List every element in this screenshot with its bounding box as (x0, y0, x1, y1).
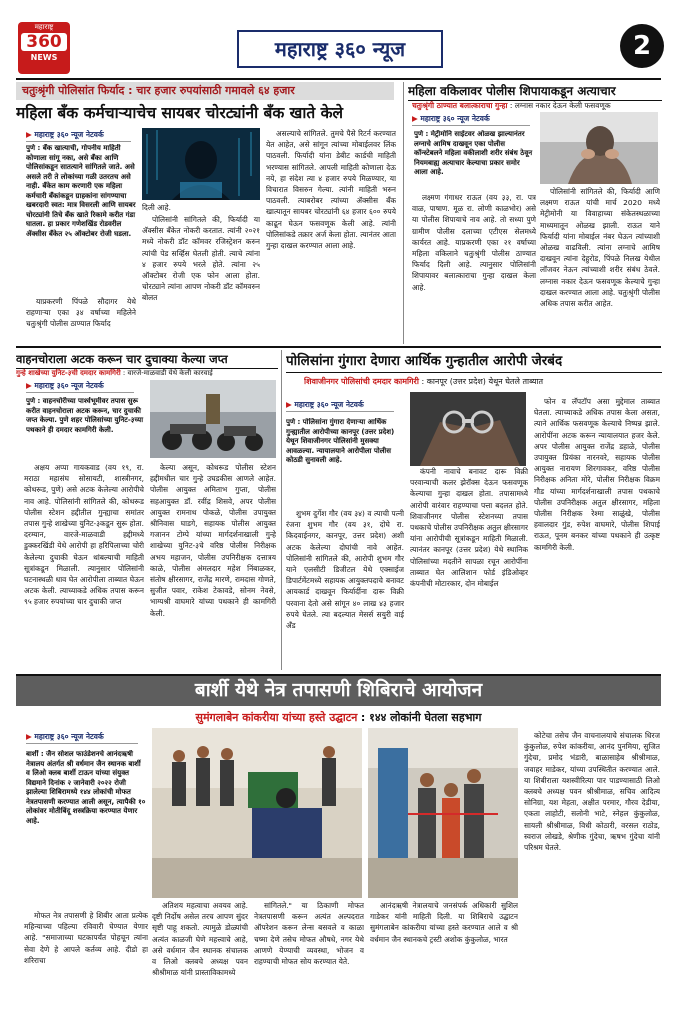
story5-subhead (16, 710, 661, 725)
story2-subhead (412, 101, 662, 111)
story5-col1-body: मोफत नेत्र तपासणी हे शिबीर आता प्रत्येक महिन्याच्या पहिल्या रविवारी घेण्यात येणार आहे. "समाजाच्या घटकापर्यंत पोहचून त्यांना सेवा देणे हे आपले कर्तव्य आहे. दीडो हा शरिराचा (24, 911, 148, 965)
story3-byline: ▶ महाराष्ट्र ३६० न्यूज नेटवर्क (26, 381, 134, 393)
story1-col3-body: असल्याचे सांगितले. तुमचे पैसे रिटर्न करण्यात येत आहेत, असे सांगून त्यांच्या मोबाईलवर लिंक पाठवली. फिर्यादी यांना डेबीट कार्डची माहिती भरण्यास सांगितले. आपली माहिती कोणाला देऊ नये, हा संदेश त्या ४ हजार रुपये मिळण्यार, या विचारात विसरुन गेल्या. त्यांनी माहिती भरुन पाठवली. त्याबरोबर त्यांच्या ॲक्सीस बँक खात्यातून सायबर चोरट्यांनी ६४ हजार ६०० रुपये काढून घेऊन फसवणूक केली आहे. त्यांनी पोलिसांकडे तक्रार अर्ज केला होता. त्यानंतर आता गुन्हा दाखल करण्यात आला आहे. (266, 129, 396, 251)
story2-woman-image (540, 112, 658, 184)
story5-summary: बार्शी : जैन सोशल फाउंडेशनचे आनंदऋषी नेत्रालय अंतर्गत श्री वर्धमान जैन स्थानक बार्शी व लिओ क्लब बार्शी टाऊन यांच्या संयुक्त विद्यमाने दिनांक २ जानेवारी २०२२ रोजी झालेल्या शिबिरामध्ये १४४ लोकांची मोफत नेत्रतपासणी करण्यात आली असून, त्यापैकी १० लोकांवर मोतीबिंदू शस्त्रक्रिया करण्यात येणार आहे. (26, 750, 146, 825)
story4-headline: पोलिसांना गुंगारा देणारा आर्थिक गुन्हातील आरोपी जेरबंद (286, 350, 662, 373)
story5-col2-body: अतिशय महत्वाचा अवयव आहे. दृष्टी निर्दोष असेल तरच आपण सुंदर सृष्टी पाहू शकतो. त्यामुळे डोळ्यांची अत्यंत काळजी घेणे महत्त्वाचे आहे, असे वर्धमान जैन स्थानक संचालक व लिओ क्लबचे अध्यक्ष पवन श्रीश्रीमाळ यांनी प्रास्ताविकामध्ये (152, 901, 248, 978)
story3-col1-body: अक्षय अप्पा गायकवाड (वय १९, रा. मराठा महासंघ सोसायटी, शास्त्रीनगर, कोथरूड, पुणे) असे अटक केलेल्या आरोपीचे नाव आहे. पोलिसांनी सांगितले की, कोथरूड पोलीस स्टेशन हद्दीतील गुन्ह्याचा समांतर तपास गुन्हे शाखेच्या युनिट-३कडून सुरू होता. दरम्यान, वारजे-माळवाडी हद्दीमध्ये डुक्करखिंडी येथे आरोपी हा हरिपिलाच्या चोरी केलेल्या दुचाकी घेऊन थांबल्याची माहिती सूत्रांकडून मिळाली. त्यानुसार पोलिसांनी घटनास्थळी धाव घेत आरोपीला ताब्यात घेऊन अटक केली. त्याच्याकडे अधिक तपास करून ९५ हजार रुपयांच्या चार दुचाकी जप्त (24, 463, 144, 607)
story1-col2-top: दिली आहे. (142, 203, 171, 212)
story2-sub-red: चतुःश्रृंगी ठाण्यात बलात्काराचा गुन्हा (412, 101, 508, 110)
story2-summary: पुणे : मेट्रीमोनि साईटवर ओळख झाल्यानंतर लग्नाचे आमिष दाखवून एका पोलीस कॉन्स्टेबलने महिला वकीलाशी शरीर संबंध ठेवून नियमबाह्य अत्याचार केल्याचा प्रकार समोर आला आहे. (414, 130, 533, 176)
story2-sub-dark: : लग्नास नकार देऊन केली फसवणूक (509, 101, 611, 110)
story1-headline: महिला बँक कर्मचाऱ्याचेच सायबर चोरट्यांनी बँक खाते केले (16, 104, 344, 122)
masthead-rule (16, 78, 661, 80)
logo-line1: महाराष्ट्र (34, 23, 54, 31)
story2-body-right: पोलिसांनी सांगितले की, फिर्यादी आणि लक्ष्मण राऊत यांची मार्च 2020 मध्ये मेट्रीमोनी या विवाहाच्या संकेतस्थळाच्या माध्यमातून ओळख झाली. राऊत याने फिर्यादी यांना मोबाईल नंबर घेऊन त्यांच्याशी ओळख वाढविली. त्यांना लग्नाचे आमिष दाखवून त्यांना देहुरोड, पिंपळे निलख येथील लॉजवर नेऊन त्यांच्याशी शरीर संबंध ठेवले. लग्नास नकार देऊन फसवणूक केल्याचे गुन्हा दाखल करण्यात आला आहे. चतुःश्रृंगी पोलीस अधिक तपास करीत आहेत. (540, 187, 660, 309)
story5-col5-body: कोटेचा तसेच जैन वाचनालयाचे संचालक धिरज कुंकुलोळ, रुपेश कांकरीया, आनंद पुनमिया, सुजित गुंदेचा, प्रमोद भंडारी, बाळासाहेब श्रीश्रीमाळ, जवाहर माडेकर, यांच्या उपस्थितीत करण्यात आले. या शिबीराला यशस्वीरित्या पार पाडण्यासाठी लिओ क्लबचे अध्यक्ष पवन श्रीश्रीमाळ, सचिव आदित्य सोनिग्रा, यश मेहता, अक्षीत परमार, गौरव देडीया, एकता लाहोटी, सलोनी भाटे, स्नेहल कुंकुलोळ, सायली श्रीश्रीमाळ, विधी कोठारी, वरसल राठोड, स्वराज लोखडे, श्रेणीक गुंदेचा, ऋषभ गुंदेचा यांनी परिश्रम घेतले. (524, 731, 660, 853)
page-number: 2 (620, 24, 664, 68)
story3-col2-body: केल्या असून, कोथरूड पोलीस स्टेशन हद्दीमधील चार गुन्हे उघडकीस आणले आहेत. पोलीस आयुक्त अमिताभ गुप्ता, पोलीस सहआयुक्त डॉ. रवींद्र शिसवे, अपर पोलीस आयुक्त रामनाथ पोकळे, पोलीस उपायुक्त श्रीनिवास घाडगे, सहायक पोलीस आयुक्त गजानन टोम्पे यांच्या मार्गदर्शनाखाली गुन्हे शाखेच्या युनिट-३चे वरिष्ठ पोलीस निरीक्षक अभय महाजन, पोलीस उपनिरीक्षक दत्तात्रय काळे, पोलीस अंमलदार महेश निंबाळकर, संतोष क्षीरसागर, राजेंद्र मारणे, रामदास गोणते, सुजीत पवार, राकेश टेकावडे, सोनम नेवसे, भाग्यश्री वाघमारे यांच्या पथकाने ही कामगिरी केली. (150, 463, 276, 618)
story3-summary: पुणे : वाहनचोरीच्या पार्श्वभूमीवर तपास सुरू करीत वाहनचोराला अटक करून, चार दुचाकी जप्त केल्या. पुणे शहर पोलिसांच्या युनिट-३च्या पथकाने ही दमदार कामगिरी केली. (26, 397, 144, 434)
story1-kicker: चतुःश्रृंगी पोलिसांत फिर्याद : चार हजार रुपयांसाठी गमावले ६४ हजार (16, 82, 394, 100)
logo-line3: NEWS (30, 53, 58, 62)
story2-body-left: लक्ष्मण गंगाधर राऊत (वय ३३, रा. पत्र वाळ, पाषाण. मूळ रा. लोणी काळभोर) असे या पोलीस शिपायाचे नाव आहे. तो सध्या पुणे ग्रामीण पोलीस दलाच्या एटीएस सेलमध्ये कार्यरत आहे. याप्रकरणी एका २१ वर्षाच्या महिला वकिलाने चतुःश्रृंगी पोलीस ठाण्यात फिर्याद दिली आहे. त्यानुसार पोलिसांनी शिपायावर बलात्काराचा गुन्हा दाखल केला आहे. (412, 193, 536, 292)
story4-col1-body: शुभम दुर्गेश गौर (वय ३४) व त्याची पत्नी रंजना शुभम गौर (वय ३१, दोघे रा. किदवाईनगर, कानपूर, उत्तर प्रदेश) अशी अटक केलेल्या दोघांची नावे आहेत. पोलिसांनी सांगितले की, आरोपी शुभम गौर याने एलसीटी डिजीटल येथे एक्साईज डिपार्टमेंटमध्ये सहायक आयुक्तपदाचे बनावट आयकार्ड दाखवून फिर्यादींना दारू विक्री परवाना देतो असे सांगून ४० लाख ४३ हजार रुपये घेतले. त्या बदल्यात मेसर्स सयुरी वाई ॲंड (286, 509, 404, 631)
column-divider (403, 82, 404, 344)
masthead-title: महाराष्ट्र ३६० न्यूज (237, 30, 443, 68)
story1-col1-body: याप्रकरणी पिंपळे सौदागर येथे राहणाऱ्या एका ३४ वर्षाच्या महिलेने चतुःश्रृंगी पोलीस ठाण्यात फिर्याद (26, 297, 136, 329)
story2-byline: ▶ महाराष्ट्र ३६० न्यूज नेटवर्क (412, 114, 530, 126)
story5-camp-image-left (152, 728, 362, 898)
story5-byline: ▶ महाराष्ट्र ३६० न्यूज नेटवर्क (26, 732, 138, 744)
story5-col4-body: आनंदऋषी नेत्रालयाचे जनसंपर्क अधिकारी सुशिल गाडेकर यांनी माहिती दिली. या शिबिराचे उद्घाटन सुमंगलाबेन कांकरीया यांच्या हस्ते करण्यात आले व श्री वर्धमान जैन स्थानकचे ट्रस्टी अशोक कुंकुलोळ, भारत (370, 901, 518, 944)
story5-sub-dark: : १४४ लोकांनी घेतला सहभाग (360, 711, 482, 724)
story4-sub-dark: : कानपूर (उत्तर प्रदेश) येथून घेतले ताब्यात (421, 377, 544, 386)
story1-col2-body: पोलिसांनी सांगितले की, फिर्यादी या ॲक्सीस बँकेत नोकरी करतात. त्यांनी २०२१ मध्ये नोकरी डॉट कॉमवर रजिस्ट्रेशन करुन त्यांची पेड सर्व्हिस घेतली होती. त्याचे त्यांना ४ हजार रुपये भरले होते. त्यांना २५ ऑक्टोबर रोजी एक फोन आला होता. चोरट्याने त्यांना आपण नोकरी डॉट कॉमवरुन बोलत (142, 215, 260, 303)
story3-subhead (16, 369, 278, 378)
story1-summary: पुणे : बँक खात्याची, गोपनीय माहिती कोणाला सांगू नका, असे बँका आणि पोलिसांकडून सातत्याने सांगितले जाते. असे असले तरी ते लोकांच्या गळी उतरतच असे नाही. बँकेत काम करणारी एक महिला कर्मचारी बँकांकडून ग्राहकांना सांगण्याचा खबरदारी स्वत: मात्र विसरली आणि सायबर चोरट्यांनी तिचे बँक खाते रिकामे करीत गंडा घातला. हा प्रकार गणेशखिंड रोडवरील ॲक्सीस बँकेत २५ ऑक्टोबर रोजी घडला. (26, 144, 136, 238)
story2-headline: महिला वकिलावर पोलीस शिपायाकडून अत्याचार (408, 82, 662, 101)
story5-headline: बार्शी येथे नेत्र तपासणी शिबिराचे आयोजन (194, 679, 483, 701)
story1-byline: ▶ महाराष्ट्र ३६० न्यूज नेटवर्क (26, 130, 131, 142)
story4-col2-body: कंपनी नावाचे बनावट दारू विक्री परवान्याची कलर झेरॉक्स देऊन फसवणूक केल्याचा गुन्हा दाखल होता. तपासामध्ये आरोपी वारंवार राहण्याचा पत्ता बदलत होते. शिवाजीनगर पोलीस स्टेशनच्या तपास पथकाचे पोलीस उपनिरीक्षक अतुल क्षीरसागर यांना आरोपीची सूत्रांकडून माहिती मिळाली. त्यानंतर कानपूर (उत्तर प्रदेश) येथे स्थानिक पोलिसांच्या मदतीने सापळा रचून आरोपींना ताब्यात घेत आलिशान फोर्ड इंडिओव्हर कंपनीची मोटारकार, दोन मोबाईल (410, 467, 528, 589)
logo-line2: 360 (21, 33, 67, 51)
story4-col3-body: फोन व लॅपटॉप असा मुद्देमाल ताब्यात घेतला. त्याच्याकडे अधिक तपास केला असता, त्याने आर्थिक फसवणूक केल्याचे निष्पन्न झाले. आरोपींना अटक करून न्यायालयात हजर केले. अपर पोलीस आयुक्त राजेंद्र डहाळे, पोलीस उपायुक्त प्रियंका नारनवरे, सहायक पोलीस आयुक्त नारायण शिरगावकर, वरिष्ठ पोलीस निरीक्षक अनिता मोरे, पोलीस निरीक्षक विक्रम गौड यांच्या मार्गदर्शनाखाली तपास पथकाचे पोलीस उपनिरीक्षक अतुल क्षीरसागर, महिला पोलीस निरीक्षक रेश्मा साळुंखे, पोलीस हवालदार गुंड, रुपेश वाघमारे, पोलीस शिपाई राऊत, पूनम बनकर यांच्या पथकाने ही उत्कृष्ट कामगिरी केली. (534, 397, 660, 552)
masthead-logo (18, 22, 70, 74)
story3-headline: वाहनचोराला अटक करून चार दुचाक्या केल्या जप्त (16, 350, 278, 369)
story5-sub-red: सुमंगलाबेन कांकरीया यांच्या हस्ते उद्घाटन (195, 711, 358, 724)
story1-hacker-image (142, 128, 260, 200)
column-divider (281, 350, 282, 670)
story3-bikes-image (150, 380, 276, 458)
story3-sub-red: गुन्हे शाखेच्या युनिट-३ची दमदार कामगिरी (16, 369, 121, 377)
section-rule (16, 346, 661, 348)
story4-summary: पुणे : पोलिसांना गुंगारा देणाऱ्या आर्थिक गुन्ह्यातील आरोपीच्या कानपूर (उत्तर प्रदेश) येथून शिवाजीनगर पोलिसांनी मुसक्या आवळल्या. न्यायालयाने आरोपीला पोलीस कोठडी सुनावली आहे. (286, 418, 395, 464)
story4-subhead (304, 376, 662, 387)
story5-col3-body: सांगितले." या ठिकाणी मोफत नेत्रतपासणी करून अत्यंत अल्पदरात ऑपरेशन करून लेन्स बसवले व काळा चष्मा देणे तसेच मोफत औषधे, नगर येथे आणणे येण्याची व्यवस्था, भोजन व राहण्याची मोफत सोय करण्यात येते. (254, 901, 364, 967)
story4-byline: ▶ महाराष्ट्र ३६० न्यूज नेटवर्क (286, 400, 394, 412)
story4-sub-red: शिवाजीनगर पोलिसांची दमदार कामगिरी (304, 377, 419, 386)
story5-camp-image-right (368, 728, 518, 898)
story4-handcuffs-image (410, 392, 526, 466)
story3-sub-dark: : वारजे-माळवाडी येथे केली कारवाई (122, 369, 213, 377)
